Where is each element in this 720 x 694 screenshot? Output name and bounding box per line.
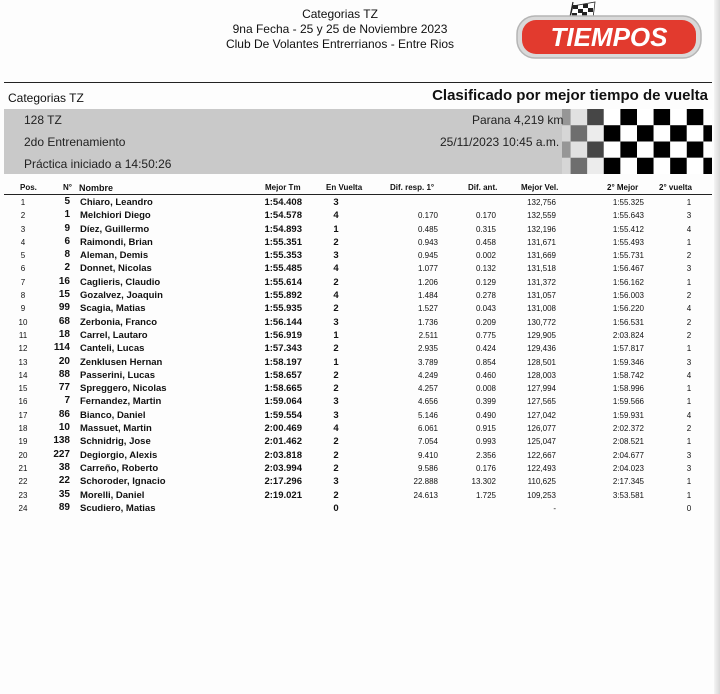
row-position: 11 <box>18 330 28 340</box>
table-row <box>4 449 712 462</box>
tiempos-logo <box>511 0 704 62</box>
row-second-lap: 1 <box>686 198 692 207</box>
row-diff-leader: 5.146 <box>417 410 438 420</box>
table-row <box>4 329 712 342</box>
row-driver-name: Caglieris, Claudio <box>80 276 161 288</box>
row-driver-name: Aleman, Demis <box>80 250 149 262</box>
row-position: 10 <box>18 317 28 327</box>
row-diff-leader: 3.789 <box>417 357 438 367</box>
row-best-speed: 128,501 <box>527 357 556 367</box>
row-diff-leader: 0.485 <box>417 224 438 234</box>
row-diff-previous: 0.209 <box>475 317 496 327</box>
title-bar-category: Categorias TZ <box>8 91 84 105</box>
checkered-pattern <box>562 109 712 174</box>
col-lap: En Vuelta <box>326 183 363 192</box>
row-best-speed: 126,077 <box>527 424 556 434</box>
row-diff-previous: 0.460 <box>475 370 496 380</box>
row-diff-leader: 4.257 <box>417 384 438 394</box>
row-second-best: 1:55.412 <box>612 224 644 234</box>
row-best-time: 1:55.485 <box>264 263 302 275</box>
row-best-time: 1:58.665 <box>264 383 302 395</box>
row-driver-name: Passerini, Lucas <box>80 369 155 381</box>
row-best-lap: 2 <box>333 369 339 381</box>
row-best-speed: 131,669 <box>527 251 556 261</box>
table-row <box>4 196 712 209</box>
row-second-best: 1:56.467 <box>612 264 644 274</box>
row-second-best: 1:59.931 <box>612 410 644 420</box>
row-position: 6 <box>20 264 26 274</box>
col-dif1: Dif. resp. 1° <box>390 183 435 192</box>
row-best-speed: 131,372 <box>527 277 556 287</box>
info-location: Parana 4,219 km <box>472 113 564 127</box>
row-second-lap: 4 <box>686 224 692 234</box>
row-position: 9 <box>20 304 26 314</box>
row-best-time: 1:58.657 <box>264 369 302 381</box>
row-best-lap: 4 <box>333 210 339 222</box>
row-car-number: 18 <box>58 328 70 340</box>
table-row <box>4 475 712 488</box>
table-row <box>4 409 712 422</box>
col-second-lap: 2° vuelta <box>659 183 692 192</box>
row-second-lap: 4 <box>686 370 692 380</box>
row-best-lap: 3 <box>333 409 339 421</box>
row-best-lap: 3 <box>333 476 339 488</box>
row-car-number: 68 <box>58 315 70 327</box>
row-driver-name: Canteli, Lucas <box>80 343 145 355</box>
row-best-lap: 2 <box>333 236 339 248</box>
row-best-lap: 3 <box>333 250 339 262</box>
row-best-speed: 127,565 <box>527 397 556 407</box>
row-diff-previous: 0.915 <box>475 424 496 434</box>
col-num: N° <box>63 183 72 192</box>
row-best-speed: 131,057 <box>527 291 556 301</box>
row-diff-previous: 0.170 <box>475 211 496 221</box>
row-best-lap: 1 <box>333 223 339 235</box>
row-diff-previous: 0.490 <box>475 410 496 420</box>
row-diff-leader: 6.061 <box>417 424 438 434</box>
table-row <box>4 223 712 236</box>
row-driver-name: Schnidrig, Jose <box>80 436 151 448</box>
row-best-speed: 110,625 <box>527 477 556 487</box>
row-second-best: 1:55.731 <box>612 251 644 261</box>
row-best-speed: 127,042 <box>527 410 556 420</box>
logo-text: TIEMPOS <box>550 22 668 52</box>
row-car-number: 6 <box>64 235 70 247</box>
row-second-best: 1:58.742 <box>612 370 644 380</box>
info-started: Práctica iniciado a 14:50:26 <box>24 157 172 171</box>
row-second-best: 1:59.566 <box>612 397 644 407</box>
row-car-number: 114 <box>53 342 70 354</box>
row-second-lap: 1 <box>686 384 692 394</box>
row-driver-name: Zerbonia, Franco <box>80 316 158 328</box>
row-best-time: 2:03.994 <box>264 462 302 474</box>
row-diff-previous: 0.993 <box>475 437 496 447</box>
row-best-lap: 4 <box>333 263 339 275</box>
divider-top <box>4 82 712 83</box>
row-best-lap: 2 <box>333 383 339 395</box>
row-diff-leader: 7.054 <box>417 437 438 447</box>
row-best-lap: 4 <box>333 290 339 302</box>
row-diff-leader: 2.511 <box>418 330 438 340</box>
row-second-best: 1:58.996 <box>612 384 644 394</box>
row-driver-name: Chiaro, Leandro <box>80 197 153 208</box>
divider-table <box>4 194 712 195</box>
row-position: 7 <box>20 277 26 287</box>
col-best: Mejor Tm <box>265 183 301 192</box>
row-diff-leader: 9.586 <box>417 463 438 473</box>
table-row <box>4 289 712 302</box>
row-driver-name: Bianco, Daniel <box>80 409 146 421</box>
row-position: 5 <box>20 251 26 261</box>
row-second-lap: 1 <box>686 397 692 407</box>
row-driver-name: Donnet, Nicolas <box>80 263 152 275</box>
row-position: 21 <box>18 463 28 473</box>
row-position: 17 <box>18 410 28 420</box>
row-diff-previous: 0.132 <box>475 264 496 274</box>
title-bar-classification: Clasificado por mejor tiempo de vuelta <box>432 87 708 104</box>
table-row <box>4 422 712 435</box>
row-best-lap: 2 <box>333 303 339 315</box>
row-driver-name: Gozalvez, Joaquin <box>80 290 163 302</box>
row-best-lap: 2 <box>333 276 339 288</box>
row-car-number: 10 <box>58 422 70 434</box>
row-best-speed: 130,772 <box>527 317 556 327</box>
table-row <box>4 262 712 275</box>
table-row <box>4 395 712 408</box>
row-driver-name: Degiorgio, Alexis <box>80 449 158 461</box>
row-second-lap: 1 <box>686 277 692 287</box>
row-second-lap: 3 <box>686 211 692 221</box>
row-position: 23 <box>18 490 28 500</box>
row-car-number: 8 <box>64 249 70 261</box>
row-car-number: 15 <box>58 289 70 301</box>
table-row <box>4 276 712 289</box>
row-driver-name: Melchiori Diego <box>80 210 151 222</box>
row-car-number: 9 <box>64 222 70 234</box>
row-best-time: 1:55.353 <box>264 250 302 262</box>
table-row <box>4 356 712 369</box>
row-second-best: 1:56.220 <box>612 304 644 314</box>
row-second-lap: 3 <box>686 463 692 473</box>
row-best-lap: 2 <box>333 436 339 448</box>
row-best-speed: 109,253 <box>527 490 556 500</box>
row-car-number: 2 <box>64 262 70 274</box>
row-best-speed: 131,008 <box>527 304 556 314</box>
row-best-time: 1:55.351 <box>264 236 302 248</box>
row-diff-previous: 1.725 <box>475 490 496 500</box>
row-best-time: 1:59.554 <box>264 409 302 421</box>
col-difant: Dif. ant. <box>468 183 498 192</box>
row-diff-previous: 0.424 <box>475 344 496 354</box>
row-second-best: 2:03.824 <box>612 330 644 340</box>
row-best-time: 1:54.893 <box>264 223 302 235</box>
row-position: 2 <box>20 211 26 221</box>
row-best-speed: 122,667 <box>527 450 556 460</box>
row-best-speed: 132,756 <box>527 198 556 207</box>
row-best-time: 2:19.021 <box>264 489 302 501</box>
row-best-lap: 2 <box>333 343 339 355</box>
row-diff-leader: 1.484 <box>417 291 438 301</box>
row-diff-leader: 2.935 <box>417 344 438 354</box>
row-best-speed: 131,518 <box>527 264 556 274</box>
event-header <box>190 7 490 52</box>
title-bar <box>4 84 712 108</box>
row-driver-name: Zenklusen Hernan <box>80 356 163 368</box>
row-second-lap: 2 <box>686 317 692 327</box>
table-row <box>4 462 712 475</box>
row-position: 24 <box>18 503 28 513</box>
table-row <box>4 369 712 382</box>
row-second-best: 2:04.677 <box>612 450 644 460</box>
row-position: 14 <box>18 370 28 380</box>
row-best-time: 1:56.144 <box>264 316 302 328</box>
row-position: 22 <box>18 477 28 487</box>
row-position: 18 <box>18 424 28 434</box>
row-driver-name: Morelli, Daniel <box>80 489 145 501</box>
row-best-time: 1:54.408 <box>264 197 302 208</box>
row-best-lap: 3 <box>333 197 339 208</box>
row-car-number: 227 <box>53 448 70 460</box>
row-diff-previous: 0.002 <box>475 251 496 261</box>
row-second-lap: 2 <box>686 330 692 340</box>
row-second-lap: 2 <box>686 251 692 261</box>
row-diff-leader: 9.410 <box>417 450 438 460</box>
row-car-number: 7 <box>64 395 70 407</box>
row-best-lap: 1 <box>333 356 339 368</box>
row-second-lap: 1 <box>686 437 692 447</box>
row-best-lap: 2 <box>333 489 339 501</box>
table-row <box>4 302 712 315</box>
row-diff-leader: 1.736 <box>417 317 438 327</box>
info-category: 128 TZ <box>24 113 62 127</box>
row-second-best: 1:56.162 <box>612 277 644 287</box>
row-best-speed: 131,671 <box>527 237 556 247</box>
row-best-lap: 2 <box>333 462 339 474</box>
table-row <box>4 382 712 395</box>
info-datetime: 25/11/2023 10:45 a.m. <box>440 135 560 149</box>
row-second-lap: 2 <box>686 291 692 301</box>
row-diff-leader: 22.888 <box>413 477 438 487</box>
row-car-number: 86 <box>58 408 70 420</box>
row-position: 12 <box>18 344 28 354</box>
row-second-lap: 1 <box>686 344 692 354</box>
row-diff-leader: 0.170 <box>417 211 438 221</box>
row-best-time: 1:55.892 <box>264 290 302 302</box>
row-second-lap: 3 <box>686 357 692 367</box>
row-best-speed: 132,559 <box>527 211 556 221</box>
row-driver-name: Schoroder, Ignacio <box>80 476 166 488</box>
row-position: 8 <box>20 291 26 301</box>
row-best-lap: 3 <box>333 396 339 408</box>
row-best-time: 2:03.818 <box>264 449 302 461</box>
row-second-lap: 4 <box>686 410 692 420</box>
row-second-best: 1:56.531 <box>612 317 644 327</box>
row-driver-name: Fernandez, Martin <box>80 396 162 408</box>
row-best-time: 1:57.343 <box>264 343 302 355</box>
col-name: Nombre <box>79 183 114 193</box>
row-diff-previous: 0.458 <box>475 237 496 247</box>
row-diff-previous: 0.129 <box>475 277 496 287</box>
row-diff-previous: 0.315 <box>475 224 496 234</box>
row-second-best: 2:02.372 <box>612 424 644 434</box>
event-club: Club De Volantes Entrerrianos - Entre Rios <box>225 37 455 51</box>
row-best-speed: - <box>553 503 556 513</box>
col-vel: Mejor Vel. <box>521 183 559 192</box>
row-best-lap: 4 <box>333 423 339 435</box>
row-car-number: 1 <box>64 209 70 221</box>
session-info-box <box>4 109 712 174</box>
row-diff-leader: 0.943 <box>417 237 438 247</box>
row-car-number: 89 <box>58 501 70 513</box>
table-row <box>4 502 712 515</box>
info-session: 2do Entrenamiento <box>24 135 126 149</box>
row-driver-name: Carrel, Lautaro <box>80 329 148 341</box>
table-row <box>4 209 712 222</box>
row-best-lap: 2 <box>333 449 339 461</box>
row-second-lap: 1 <box>686 477 692 487</box>
row-second-best: 1:57.817 <box>612 344 644 354</box>
row-second-lap: 4 <box>686 304 692 314</box>
results-table <box>4 196 712 515</box>
row-second-lap: 0 <box>686 503 692 513</box>
row-best-speed: 129,436 <box>527 344 556 354</box>
row-best-lap: 3 <box>333 316 339 328</box>
row-diff-previous: 0.399 <box>475 397 496 407</box>
row-second-best: 2:17.345 <box>612 477 644 487</box>
row-best-speed: 128,003 <box>527 370 556 380</box>
row-driver-name: Spreggero, Nicolas <box>80 383 167 395</box>
event-date: 9na Fecha - 25 y 25 de Noviembre 2023 <box>232 22 448 36</box>
row-position: 1 <box>20 198 26 207</box>
row-best-time: 2:00.469 <box>264 423 302 435</box>
row-diff-previous: 0.775 <box>475 330 496 340</box>
row-diff-previous: 2.356 <box>475 450 496 460</box>
row-diff-leader: 0.945 <box>417 251 438 261</box>
row-best-time: 1:59.064 <box>264 396 302 408</box>
row-diff-leader: 4.249 <box>417 370 438 380</box>
table-row <box>4 249 712 262</box>
row-position: 13 <box>18 357 28 367</box>
row-car-number: 35 <box>58 488 70 500</box>
row-position: 4 <box>20 237 26 247</box>
row-position: 19 <box>18 437 28 447</box>
row-second-lap: 1 <box>686 490 692 500</box>
row-best-speed: 122,493 <box>527 463 556 473</box>
row-diff-leader: 24.613 <box>413 490 438 500</box>
row-best-speed: 125,047 <box>527 437 556 447</box>
row-car-number: 138 <box>53 435 70 447</box>
row-best-lap: 1 <box>333 329 339 341</box>
row-diff-previous: 0.278 <box>475 291 496 301</box>
row-diff-leader: 1.206 <box>417 277 438 287</box>
row-car-number: 22 <box>58 475 70 487</box>
row-second-best: 2:08.521 <box>612 437 644 447</box>
col-second-best: 2° Mejor <box>607 183 639 192</box>
row-best-speed: 129,905 <box>527 330 556 340</box>
row-car-number: 88 <box>58 368 70 380</box>
row-best-time: 2:01.462 <box>264 436 302 448</box>
row-best-speed: 132,196 <box>527 224 556 234</box>
row-car-number: 20 <box>58 355 70 367</box>
row-driver-name: Díez, Guillermo <box>80 223 150 235</box>
event-category: Categorias TZ <box>302 7 378 21</box>
row-best-time: 1:55.935 <box>264 303 302 315</box>
row-second-best: 1:59.346 <box>612 357 644 367</box>
row-driver-name: Massuet, Martin <box>80 423 152 435</box>
row-second-best: 1:55.643 <box>612 211 644 221</box>
table-row <box>4 435 712 448</box>
row-best-time: 2:17.296 <box>264 476 302 488</box>
page-edge <box>714 0 720 694</box>
row-diff-leader: 1.077 <box>417 264 438 274</box>
row-car-number: 5 <box>64 196 70 207</box>
row-second-best: 3:53.581 <box>612 490 644 500</box>
row-diff-previous: 13.302 <box>471 477 496 487</box>
row-second-lap: 3 <box>686 264 692 274</box>
table-row <box>4 489 712 502</box>
row-driver-name: Scagia, Matias <box>80 303 146 315</box>
row-position: 15 <box>18 384 28 394</box>
row-car-number: 38 <box>58 461 70 473</box>
table-row <box>4 316 712 329</box>
row-diff-leader: 1.527 <box>417 304 438 314</box>
row-diff-leader: 4.656 <box>417 397 438 407</box>
row-car-number: 99 <box>58 302 70 314</box>
row-position: 3 <box>20 224 26 234</box>
row-second-lap: 3 <box>686 450 692 460</box>
row-diff-previous: 0.176 <box>475 463 496 473</box>
col-pos: Pos. <box>20 183 37 192</box>
row-diff-previous: 0.008 <box>475 384 496 394</box>
row-best-time: 1:56.919 <box>264 329 302 341</box>
row-car-number: 77 <box>58 382 70 394</box>
table-row <box>4 236 712 249</box>
row-driver-name: Raimondi, Brian <box>80 236 153 248</box>
row-second-best: 1:55.493 <box>612 237 644 247</box>
row-position: 20 <box>18 450 28 460</box>
row-best-lap: 0 <box>333 502 339 514</box>
row-best-speed: 127,994 <box>527 384 556 394</box>
row-position: 16 <box>18 397 28 407</box>
row-second-lap: 2 <box>686 424 692 434</box>
row-second-best: 1:55.325 <box>612 198 644 207</box>
row-car-number: 16 <box>58 275 70 287</box>
row-best-time: 1:58.197 <box>264 356 302 368</box>
row-diff-previous: 0.854 <box>475 357 496 367</box>
table-row <box>4 342 712 355</box>
row-second-best: 2:04.023 <box>612 463 644 473</box>
row-diff-previous: 0.043 <box>475 304 496 314</box>
row-second-best: 1:56.003 <box>612 291 644 301</box>
row-driver-name: Scudiero, Matias <box>80 502 156 514</box>
row-driver-name: Carreño, Roberto <box>80 462 159 474</box>
row-best-time: 1:55.614 <box>264 276 302 288</box>
row-best-time: 1:54.578 <box>264 210 302 222</box>
row-second-lap: 1 <box>686 237 692 247</box>
